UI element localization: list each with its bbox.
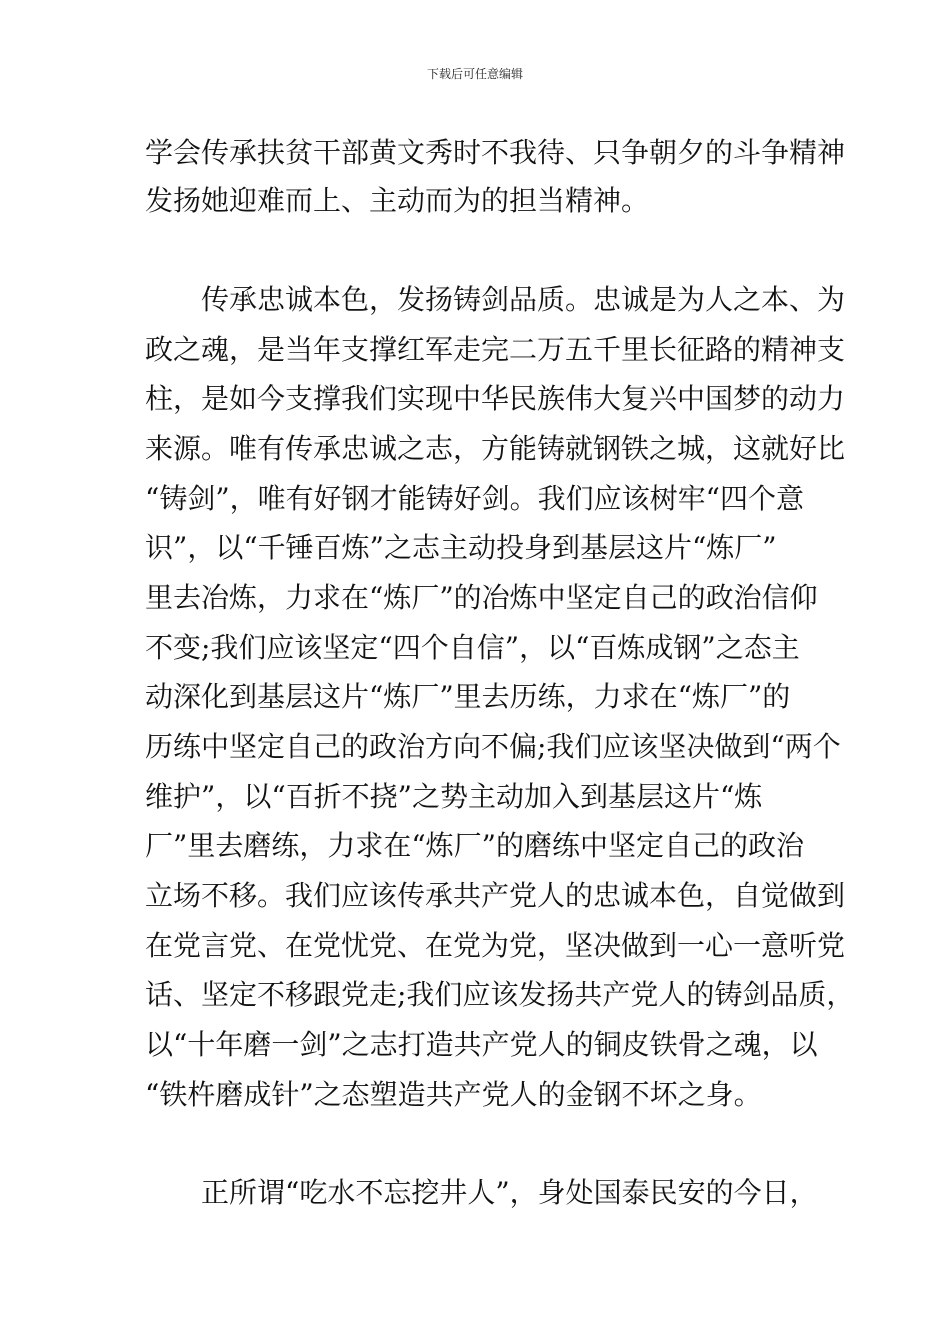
text-line: 发扬她迎难而上、主动而为的担当精神。 bbox=[145, 184, 650, 217]
text-line: 厂”里去磨练，力求在“炼厂”的磨练中坚定自己的政治 bbox=[145, 829, 804, 862]
text-line: 学会传承扶贫干部黄文秀时不我待、只争朝夕的斗争精神 bbox=[145, 136, 846, 169]
text-line: 里去冶炼，力求在“炼厂”的冶炼中坚定自己的政治信仰 bbox=[145, 581, 818, 614]
text-line: 话、坚定不移跟党走;我们应该发扬共产党人的铸剑品质， bbox=[145, 978, 855, 1011]
text-line: 政之魂，是当年支撑红军走完二万五千里长征路的精神支 bbox=[145, 333, 846, 366]
text-line: 历练中坚定自己的政治方向不偏;我们应该坚决做到“两个 bbox=[145, 730, 841, 763]
text-line: “铁杵磨成针”之态塑造共产党人的金钢不坏之身。 bbox=[145, 1078, 762, 1111]
text-line: 传承忠诚本色，发扬铸剑品质。忠诚是为人之本、为 bbox=[201, 283, 846, 316]
text-line: 以“十年磨一剑”之志打造共产党人的铜皮铁骨之魂，以 bbox=[145, 1028, 818, 1061]
text-line: “铸剑”，唯有好钢才能铸好剑。我们应该树牢“四个意 bbox=[145, 482, 804, 515]
text-line: 来源。唯有传承忠诚之志，方能铸就钢铁之城，这就好比 bbox=[145, 432, 846, 465]
text-line: 正所谓“吃水不忘挖井人”，身处国泰民安的今日， bbox=[201, 1176, 818, 1209]
text-line: 动深化到基层这片“炼厂”里去历练，力求在“炼厂”的 bbox=[145, 680, 791, 713]
text-line: 不变;我们应该坚定“四个自信”，以“百炼成钢”之态主 bbox=[145, 631, 800, 664]
text-line: 识”，以“千锤百炼”之志主动投身到基层这片“炼厂” bbox=[145, 531, 777, 564]
page-header: 下载后可任意编辑 bbox=[426, 67, 523, 81]
text-line: 立场不移。我们应该传承共产党人的忠诚本色，自觉做到 bbox=[145, 879, 846, 912]
text-line: 柱，是如今支撑我们实现中华民族伟大复兴中国梦的动力 bbox=[145, 382, 846, 415]
text-line: 在党言党、在党忧党、在党为党，坚决做到一心一意听党 bbox=[145, 929, 846, 962]
text-line: 维护”，以“百折不挠”之势主动加入到基层这片“炼 bbox=[145, 780, 763, 813]
